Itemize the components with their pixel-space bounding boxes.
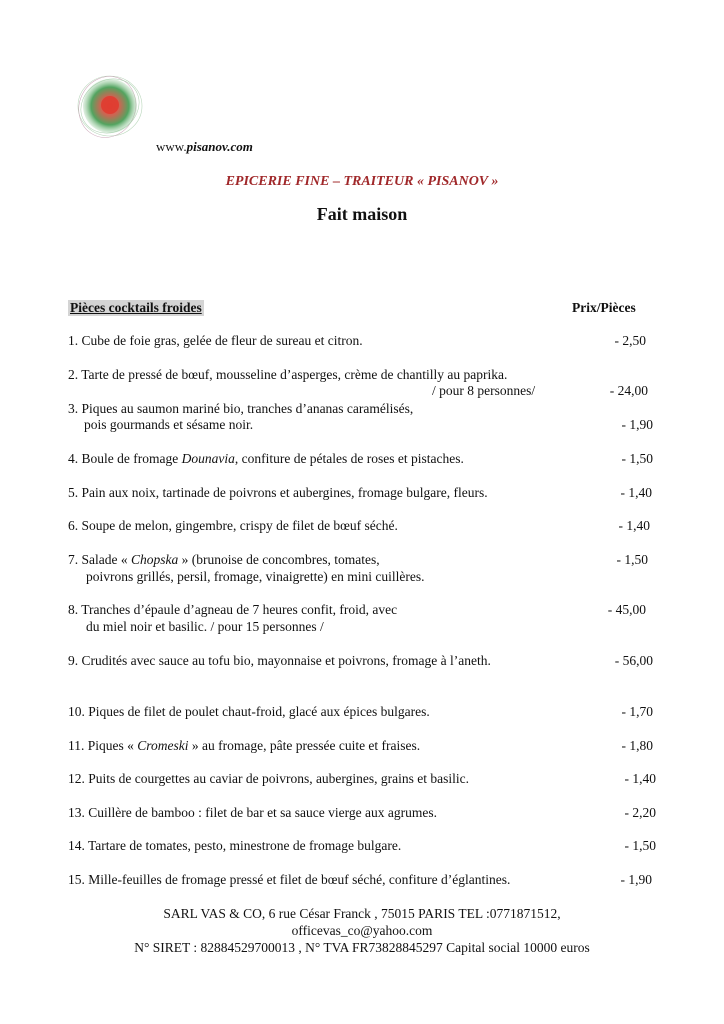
section-title: Pièces cocktails froides bbox=[70, 300, 202, 315]
menu-item-3-line2: pois gourmands et sésame noir. bbox=[84, 417, 254, 432]
menu-item-11: 11. Piques « Cromeski » au fromage, pâte pressée cuite et fraises. bbox=[68, 738, 421, 753]
company-footer bbox=[0, 905, 724, 956]
menu-item-5: 5. Pain aux noix, tartinade de poivrons et aubergines, fromage bulgare, fleurs. bbox=[68, 485, 488, 500]
menu-item-14: 14. Tartare de tomates, pesto, minestrone de fromage bulgare. bbox=[68, 838, 402, 853]
menu-item-price-5: - 1,40 bbox=[620, 485, 652, 500]
menu-item-price-1: - 2,50 bbox=[614, 333, 646, 348]
menu-item-1: 1. Cube de foie gras, gelée de fleur de sureau et citron. bbox=[68, 333, 363, 348]
menu-item-3: 3. Piques au saumon mariné bio, tranches d’ananas caramélisés, bbox=[68, 401, 414, 416]
menu-item-2: 2. Tarte de pressé de bœuf, mousseline d’asperges, crème de chantilly au paprika. bbox=[68, 367, 508, 382]
menu-item-6: 6. Soupe de melon, gingembre, crispy de filet de bœuf séché. bbox=[68, 518, 398, 533]
company-address: SARL VAS & CO, 6 rue César Franck , 75015 PARIS TEL :0771871512, bbox=[163, 906, 561, 921]
menu-item-8-line2: du miel noir et basilic. / pour 15 personnes / bbox=[86, 619, 324, 634]
menu-item-7: 7. Salade « Chopska » (brunoise de concombres, tomates, bbox=[68, 552, 380, 567]
menu-item-price-2: - 24,00 bbox=[609, 383, 648, 398]
menu-item-12: 12. Puits de courgettes au caviar de poivrons, aubergines, grains et basilic. bbox=[68, 771, 470, 786]
product-name: Cromeski bbox=[137, 738, 189, 753]
menu-item-price-15: - 1,90 bbox=[620, 872, 652, 887]
menu-item-price-11: - 1,80 bbox=[621, 738, 653, 753]
page-title: Fait maison bbox=[316, 204, 408, 224]
menu-item-price-3: - 1,90 bbox=[621, 417, 653, 432]
flower-logo-icon bbox=[74, 70, 146, 142]
menu-item-price-10: - 1,70 bbox=[621, 704, 653, 719]
shop-tagline: EPICERIE FINE – TRAITEUR « PISANOV » bbox=[225, 174, 499, 189]
menu-item-7-line2: poivrons grillés, persil, fromage, vinaigrette) en mini cuillères. bbox=[86, 569, 425, 584]
menu-item-price-4: - 1,50 bbox=[621, 451, 653, 466]
menu-item-price-8: - 45,00 bbox=[607, 602, 646, 617]
menu-item-2-note: / pour 8 personnes/ bbox=[432, 383, 536, 398]
product-name: Chopska bbox=[131, 552, 179, 567]
company-registration: N° SIRET : 82884529700013 , N° TVA FR73828845297 Capital social 10000 euros bbox=[134, 940, 590, 955]
menu-item-price-14: - 1,50 bbox=[624, 838, 656, 853]
menu-item-price-13: - 2,20 bbox=[624, 805, 656, 820]
company-email[interactable]: officevas_co@yahoo.com bbox=[291, 923, 433, 938]
menu-item-price-6: - 1,40 bbox=[618, 518, 650, 533]
menu-item-8: 8. Tranches d’épaule d’agneau de 7 heures confit, froid, avec bbox=[68, 602, 398, 617]
menu-item-price-12: - 1,40 bbox=[624, 771, 656, 786]
menu-item-10: 10. Piques de filet de poulet chaut-froid, glacé aux épices bulgares. bbox=[68, 704, 430, 719]
menu-item-price-7: - 1,50 bbox=[616, 552, 648, 567]
price-column-header: Prix/Pièces bbox=[572, 300, 636, 315]
menu-item-price-9: - 56,00 bbox=[614, 653, 653, 668]
menu-item-13: 13. Cuillère de bamboo : filet de bar et sa sauce vierge aux agrumes. bbox=[68, 805, 437, 820]
website-link[interactable]: www.pisanov.com bbox=[156, 139, 253, 154]
menu-item-15: 15. Mille-feuilles de fromage pressé et filet de bœuf séché, confiture d’églantines. bbox=[68, 872, 511, 887]
menu-item-4: 4. Boule de fromage Dounavia, confiture de pétales de roses et pistaches. bbox=[68, 451, 464, 466]
product-name: Dounavia bbox=[181, 451, 235, 466]
menu-item-9: 9. Crudités avec sauce au tofu bio, mayonnaise et poivrons, fromage à l’aneth. bbox=[68, 653, 491, 668]
